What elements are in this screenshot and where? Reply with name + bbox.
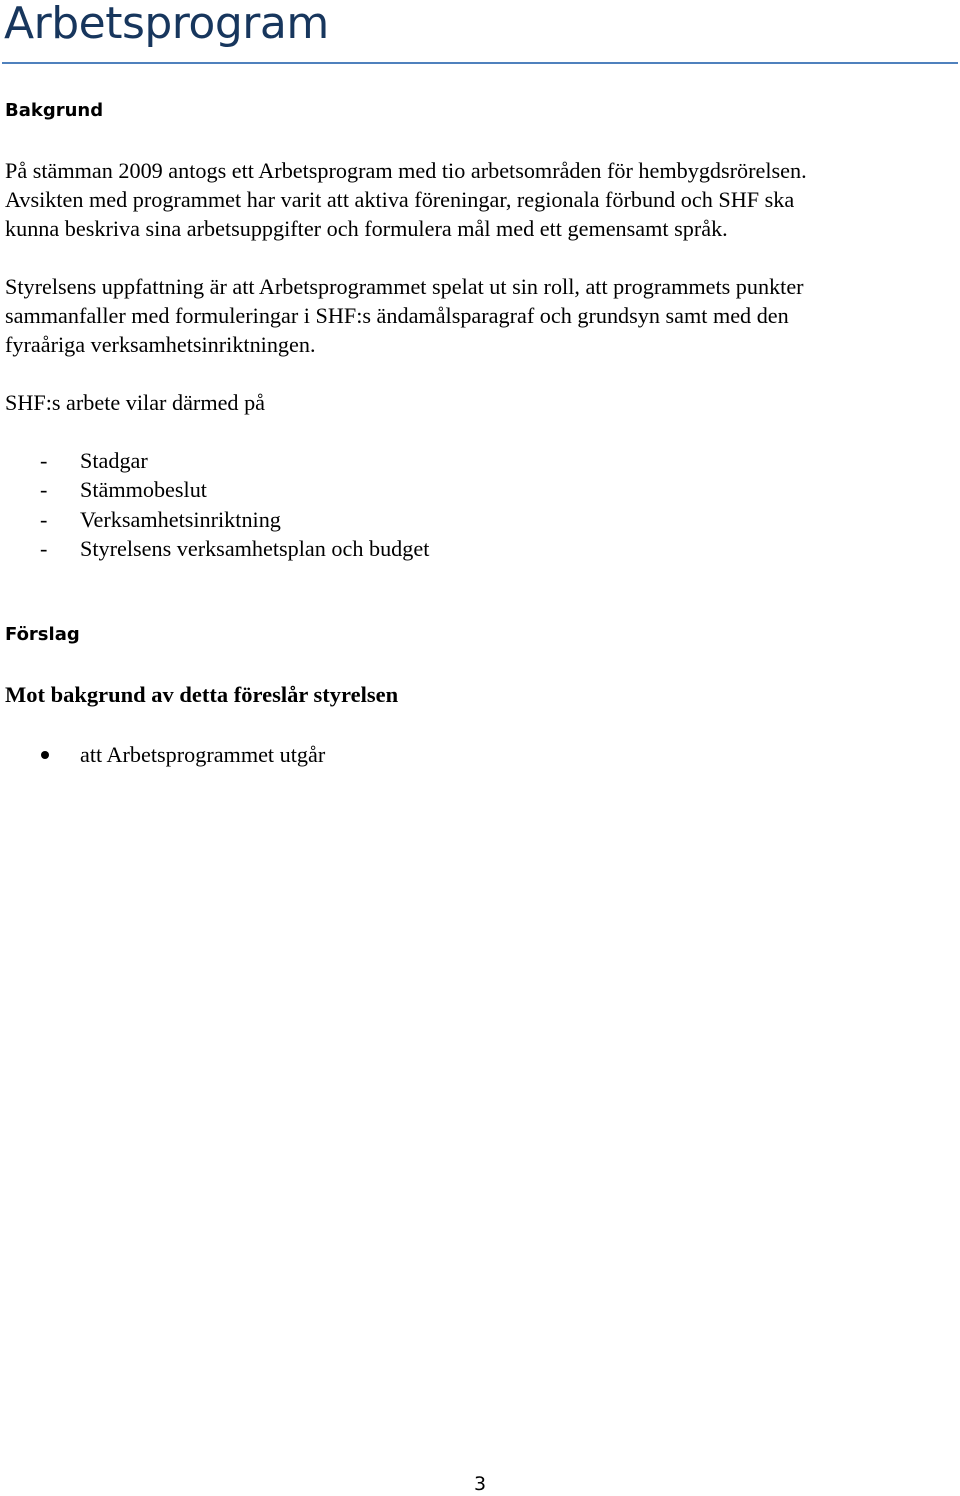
paragraph-background-intro	[5, 156, 955, 243]
page-number: 3	[473, 1473, 487, 1495]
section-heading-proposal: Förslag	[5, 624, 80, 645]
proposal-lead: Mot bakgrund av detta föreslår styrelsen	[5, 682, 399, 707]
text-line: sammanfaller med formuleringar i SHF:s ändamålsparagraf och grundsyn samt med den	[5, 303, 789, 328]
text-line: kunna beskriva sina arbetsuppgifter och formulera mål med ett gemensamt språk.	[5, 216, 728, 241]
list-item-text: Stämmobeslut	[80, 477, 207, 503]
paragraph-list-intro: SHF:s arbete vilar därmed på	[5, 390, 266, 415]
document-title: Arbetsprogram	[4, 0, 329, 49]
text-line: fyraåriga verksamhetsinriktningen.	[5, 332, 316, 357]
list-item-text: Styrelsens verksamhetsplan och budget	[80, 535, 430, 561]
paragraph-board-opinion	[5, 272, 955, 359]
text-line: Avsikten med programmet har varit att aktiva föreningar, regionala förbund och SHF ska	[5, 187, 795, 212]
dash-marker: -	[40, 535, 48, 561]
dash-marker: -	[40, 477, 48, 503]
text-line: Styrelsens uppfattning är att Arbetsprogrammet spelat ut sin roll, att programmets punkter	[5, 274, 804, 299]
section-heading-background: Bakgrund	[5, 100, 104, 121]
list-item-text: Stadgar	[80, 448, 148, 473]
dash-marker: -	[40, 448, 48, 473]
bullet-icon	[41, 751, 49, 759]
proposal-bullet-item	[0, 740, 600, 770]
proposal-bullet-text: att Arbetsprogrammet utgår	[80, 742, 326, 767]
list-item-text: Verksamhetsinriktning	[80, 506, 281, 532]
text-line: På stämman 2009 antogs ett Arbetsprogram med tio arbetsområden för hembygdsrörelsen.	[5, 158, 807, 183]
dash-marker: -	[40, 506, 48, 532]
title-underline-divider	[2, 62, 958, 64]
